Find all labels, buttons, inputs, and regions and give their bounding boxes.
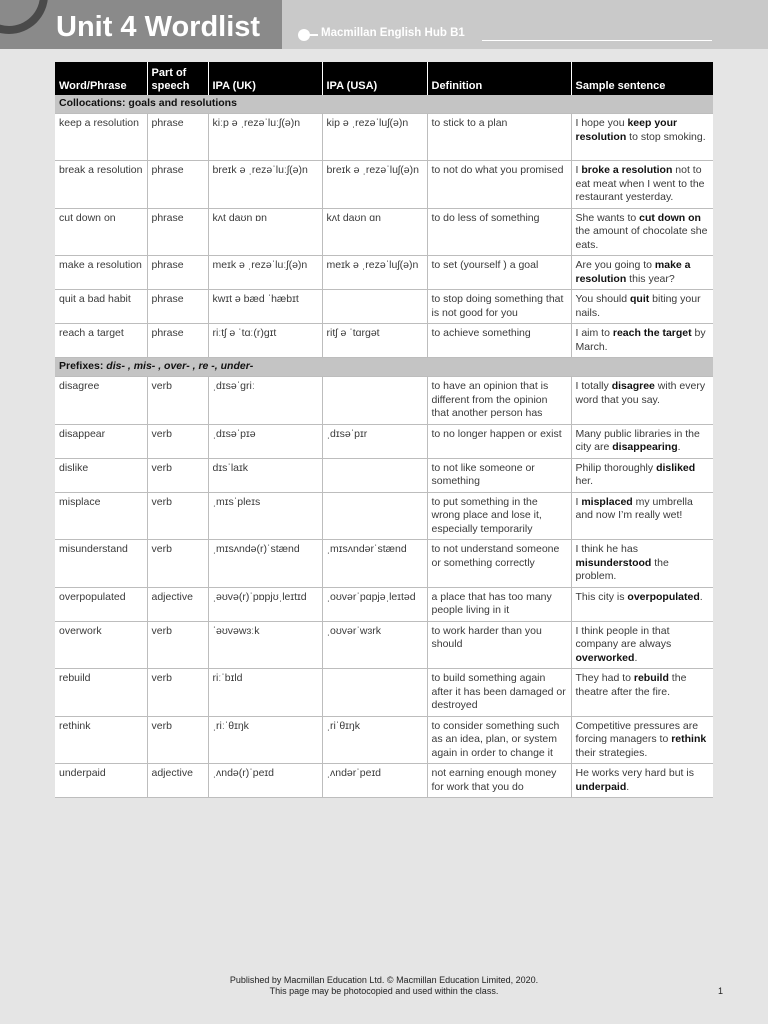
ipa-usa-cell: ˌriˈθɪŋk [322, 716, 427, 764]
word-cell: keep a resolution [55, 114, 147, 161]
ipa-uk-cell: kiːp ə ˌrezəˈluːʃ(ə)n [208, 114, 322, 161]
part-of-speech-cell: phrase [147, 324, 208, 358]
ipa-usa-cell [322, 290, 427, 324]
sample-text: . [699, 590, 703, 603]
sample-sentence-cell [571, 324, 713, 358]
part-of-speech-cell: phrase [147, 114, 208, 161]
title-block [0, 0, 282, 49]
section-header-row [55, 95, 713, 114]
sample-highlight: overworked [575, 651, 635, 664]
sample-text: Are you going to [575, 259, 655, 271]
sample-highlight: overpopulated [627, 590, 700, 603]
sample-text: He works very hard but is [575, 767, 694, 779]
ipa-usa-cell: ritʃ ə ˈtɑrɡət [322, 324, 427, 358]
sample-highlight: rethink [671, 733, 707, 745]
sample-text: the problem. [575, 556, 669, 582]
ipa-usa-cell: ˌoʊvərˈwɜrk [322, 621, 427, 669]
ipa-uk-cell: kʌt daʊn ɒn [208, 208, 322, 256]
table-row [55, 716, 713, 764]
bullet-line-decoration [308, 34, 318, 36]
sample-highlight: reach the target [612, 327, 692, 339]
sample-text: I aim to [575, 327, 613, 339]
ipa-usa-cell: breɪk ə ˌrezəˈluʃ(ə)n [322, 161, 427, 209]
definition-cell: to achieve something [427, 324, 571, 358]
part-of-speech-cell: adjective [147, 764, 208, 798]
sample-text: You should [575, 293, 630, 305]
definition-cell: to put something in the wrong place and lose it, especially temporarily [427, 492, 571, 540]
word-cell: dislike [55, 458, 147, 492]
part-of-speech-cell: verb [147, 377, 208, 425]
ipa-usa-cell: kʌt daʊn ɑn [322, 208, 427, 256]
ipa-usa-cell [322, 669, 427, 717]
sample-text: to stop smoking. [626, 130, 706, 143]
sample-highlight: make a resolution [575, 259, 691, 285]
table-row [55, 377, 713, 425]
sample-highlight: disagree [611, 380, 655, 392]
sample-sentence-cell [571, 424, 713, 458]
sample-text: my umbrella and now I’m really wet! [575, 495, 693, 521]
part-of-speech-cell: verb [147, 424, 208, 458]
table-row [55, 669, 713, 717]
sample-sentence-cell [571, 621, 713, 669]
definition-cell: to stick to a plan [427, 114, 571, 161]
word-cell: underpaid [55, 764, 147, 798]
sample-text: by March. [575, 327, 706, 353]
ipa-usa-cell [322, 377, 427, 425]
sample-text: Competitive pressures are forcing managers to [575, 719, 699, 745]
sample-highlight: misunderstood [575, 556, 652, 569]
sample-sentence-cell [571, 716, 713, 764]
section-title [55, 95, 713, 114]
sample-highlight: disappearing [612, 441, 678, 453]
ipa-uk-cell: riːˈbɪld [208, 669, 322, 717]
definition-cell: to not do what you promised [427, 161, 571, 209]
sample-sentence-cell [571, 114, 713, 161]
sample-sentence-cell [571, 161, 713, 209]
sample-text: . [677, 441, 681, 453]
table-header-row [55, 62, 713, 95]
ipa-usa-cell: ˌdɪsəˈpɪr [322, 424, 427, 458]
table-row [55, 256, 713, 290]
table-row [55, 492, 713, 540]
word-cell: disappear [55, 424, 147, 458]
table-row [55, 621, 713, 669]
sample-sentence-cell [571, 377, 713, 425]
definition-cell: to work harder than you should [427, 621, 571, 669]
table-body [55, 95, 713, 798]
ipa-uk-cell: ˌriːˈθɪŋk [208, 716, 322, 764]
sample-sentence-cell [571, 540, 713, 588]
word-cell: misplace [55, 492, 147, 540]
column-header: Definition [427, 62, 571, 95]
sample-highlight: keep your resolution [575, 117, 678, 143]
ipa-uk-cell: ˈəʊvəwɜːk [208, 621, 322, 669]
ipa-usa-cell: ˌoʊvərˈpɑpjəˌleɪtəd [322, 587, 427, 621]
wordlist-table [55, 62, 713, 798]
sample-text: the amount of chocolate she eats. [575, 225, 708, 251]
column-header: IPA (USA) [322, 62, 427, 95]
ipa-usa-cell: meɪk ə ˌrezəˈluʃ(ə)n [322, 256, 427, 290]
sample-sentence-cell [571, 256, 713, 290]
sample-highlight: broke a resolution [581, 164, 673, 176]
word-cell: overpopulated [55, 587, 147, 621]
sample-text: I hope you [575, 117, 628, 129]
part-of-speech-cell: verb [147, 540, 208, 588]
definition-cell: not earning enough money for work that you do [427, 764, 571, 798]
sample-highlight: cut down on [639, 211, 701, 224]
ipa-usa-cell [322, 458, 427, 492]
ipa-uk-cell: riːtʃ ə ˈtɑː(r)ɡɪt [208, 324, 322, 358]
definition-cell: to do less of something [427, 208, 571, 256]
sample-text: I think he has [575, 543, 638, 555]
ipa-uk-cell: ˌmɪsˈpleɪs [208, 492, 322, 540]
ipa-usa-cell [322, 492, 427, 540]
sample-text: not to eat meat when I went to the restaurant yesterday. [575, 164, 705, 203]
section-header-row [55, 358, 713, 377]
ipa-uk-cell: ˌdɪsəˈpɪə [208, 424, 322, 458]
word-cell: rebuild [55, 669, 147, 717]
part-of-speech-cell: adjective [147, 587, 208, 621]
part-of-speech-cell: phrase [147, 161, 208, 209]
sample-highlight: misplaced [581, 495, 633, 508]
ipa-uk-cell: meɪk ə ˌrezəˈluːʃ(ə)n [208, 256, 322, 290]
definition-cell: to set (yourself ) a goal [427, 256, 571, 290]
part-of-speech-cell: verb [147, 458, 208, 492]
column-header: Part of speech [147, 62, 208, 95]
ipa-uk-cell: ˌʌndə(r)ˈpeɪd [208, 764, 322, 798]
word-cell: misunderstand [55, 540, 147, 588]
ipa-usa-cell: ˌmɪsʌndərˈstænd [322, 540, 427, 588]
ipa-uk-cell: kwɪt ə bæd ˈhæbɪt [208, 290, 322, 324]
ipa-uk-cell: ˌdɪsəˈɡriː [208, 377, 322, 425]
section-title-text: Collocations: goals and resolutions [59, 97, 237, 109]
sample-text: their strategies. [575, 746, 648, 759]
footer-publisher: Published by Macmillan Education Ltd. © Macmillan Education Limited, 2020. [229, 975, 539, 985]
word-cell: overwork [55, 621, 147, 669]
sample-text: the theatre after the fire. [575, 672, 687, 698]
part-of-speech-cell: verb [147, 716, 208, 764]
table-row [55, 324, 713, 358]
sample-text: I totally [575, 380, 612, 392]
word-cell: rethink [55, 716, 147, 764]
sample-text: This city is [575, 590, 628, 603]
definition-cell: to not understand someone or something correctly [427, 540, 571, 588]
page-title: Unit 4 Wordlist [56, 11, 261, 43]
sample-sentence-cell [571, 458, 713, 492]
word-cell: break a resolution [55, 161, 147, 209]
sample-sentence-cell [571, 290, 713, 324]
table-row [55, 114, 713, 161]
product-name: Macmillan English Hub B1 [321, 27, 465, 39]
definition-cell: to consider something such as an idea, plan, or system again in order to change it [427, 716, 571, 764]
sample-text: . [626, 780, 630, 793]
page-number: 1 [718, 986, 724, 996]
definition-cell: to build something again after it has been damaged or destroyed [427, 669, 571, 717]
footer-permission: This page may be photocopied and used within the class. [269, 986, 499, 996]
sample-text: I [575, 495, 582, 508]
sample-text: biting your nails. [575, 293, 701, 319]
word-cell: quit a bad habit [55, 290, 147, 324]
column-header: Word/Phrase [55, 62, 147, 95]
ipa-uk-cell: ˌmɪsʌndə(r)ˈstænd [208, 540, 322, 588]
sample-text: I think people in that company are always [575, 624, 672, 650]
definition-cell: to have an opinion that is different from the opinion that another person has [427, 377, 571, 425]
ipa-uk-cell: ˌəʊvə(r)ˈpɒpjʊˌleɪtɪd [208, 587, 322, 621]
sample-highlight: rebuild [633, 672, 669, 684]
table-row [55, 290, 713, 324]
sample-text: They had to [575, 672, 634, 684]
sample-text: her. [575, 475, 594, 487]
sample-sentence-cell [571, 492, 713, 540]
header-rule [482, 40, 712, 41]
table-row [55, 161, 713, 209]
sample-sentence-cell [571, 669, 713, 717]
column-header: IPA (UK) [208, 62, 322, 95]
table-row [55, 424, 713, 458]
sample-text: I [575, 164, 582, 176]
table-row [55, 764, 713, 798]
definition-cell: to not like someone or something [427, 458, 571, 492]
word-cell: make a resolution [55, 256, 147, 290]
sample-sentence-cell [571, 208, 713, 256]
table-row [55, 540, 713, 588]
section-title [55, 358, 713, 377]
ipa-usa-cell: kip ə ˌrezəˈluʃ(ə)n [322, 114, 427, 161]
section-title-text: Prefixes: [59, 360, 107, 372]
ipa-uk-cell: breɪk ə ˌrezəˈluːʃ(ə)n [208, 161, 322, 209]
word-cell: reach a target [55, 324, 147, 358]
ipa-uk-cell: dɪsˈlaɪk [208, 458, 322, 492]
sample-text: this year? [626, 272, 675, 285]
sample-text: Many public libraries in the city are [575, 427, 700, 453]
sample-sentence-cell [571, 587, 713, 621]
table-row [55, 587, 713, 621]
table-row [55, 208, 713, 256]
word-cell: cut down on [55, 208, 147, 256]
sample-sentence-cell [571, 764, 713, 798]
definition-cell: to stop doing something that is not good for you [427, 290, 571, 324]
definition-cell: to no longer happen or exist [427, 424, 571, 458]
sample-text: She wants to [575, 211, 640, 224]
word-cell: disagree [55, 377, 147, 425]
sample-highlight: underpaid [575, 780, 627, 793]
sample-text: Philip thoroughly [575, 461, 657, 474]
table-row [55, 458, 713, 492]
part-of-speech-cell: verb [147, 669, 208, 717]
part-of-speech-cell: phrase [147, 290, 208, 324]
part-of-speech-cell: verb [147, 621, 208, 669]
part-of-speech-cell: phrase [147, 256, 208, 290]
part-of-speech-cell: verb [147, 492, 208, 540]
sample-text: . [634, 651, 638, 664]
sample-highlight: disliked [656, 461, 696, 474]
column-header: Sample sentence [571, 62, 713, 95]
sample-highlight: quit [630, 293, 650, 305]
sample-text: with every word that you say. [575, 380, 706, 406]
definition-cell: a place that has too many people living in it [427, 587, 571, 621]
ipa-usa-cell: ˌʌndərˈpeɪd [322, 764, 427, 798]
part-of-speech-cell: phrase [147, 208, 208, 256]
section-title-prefixes: dis- , mis- , over- , re -, under- [106, 360, 254, 372]
